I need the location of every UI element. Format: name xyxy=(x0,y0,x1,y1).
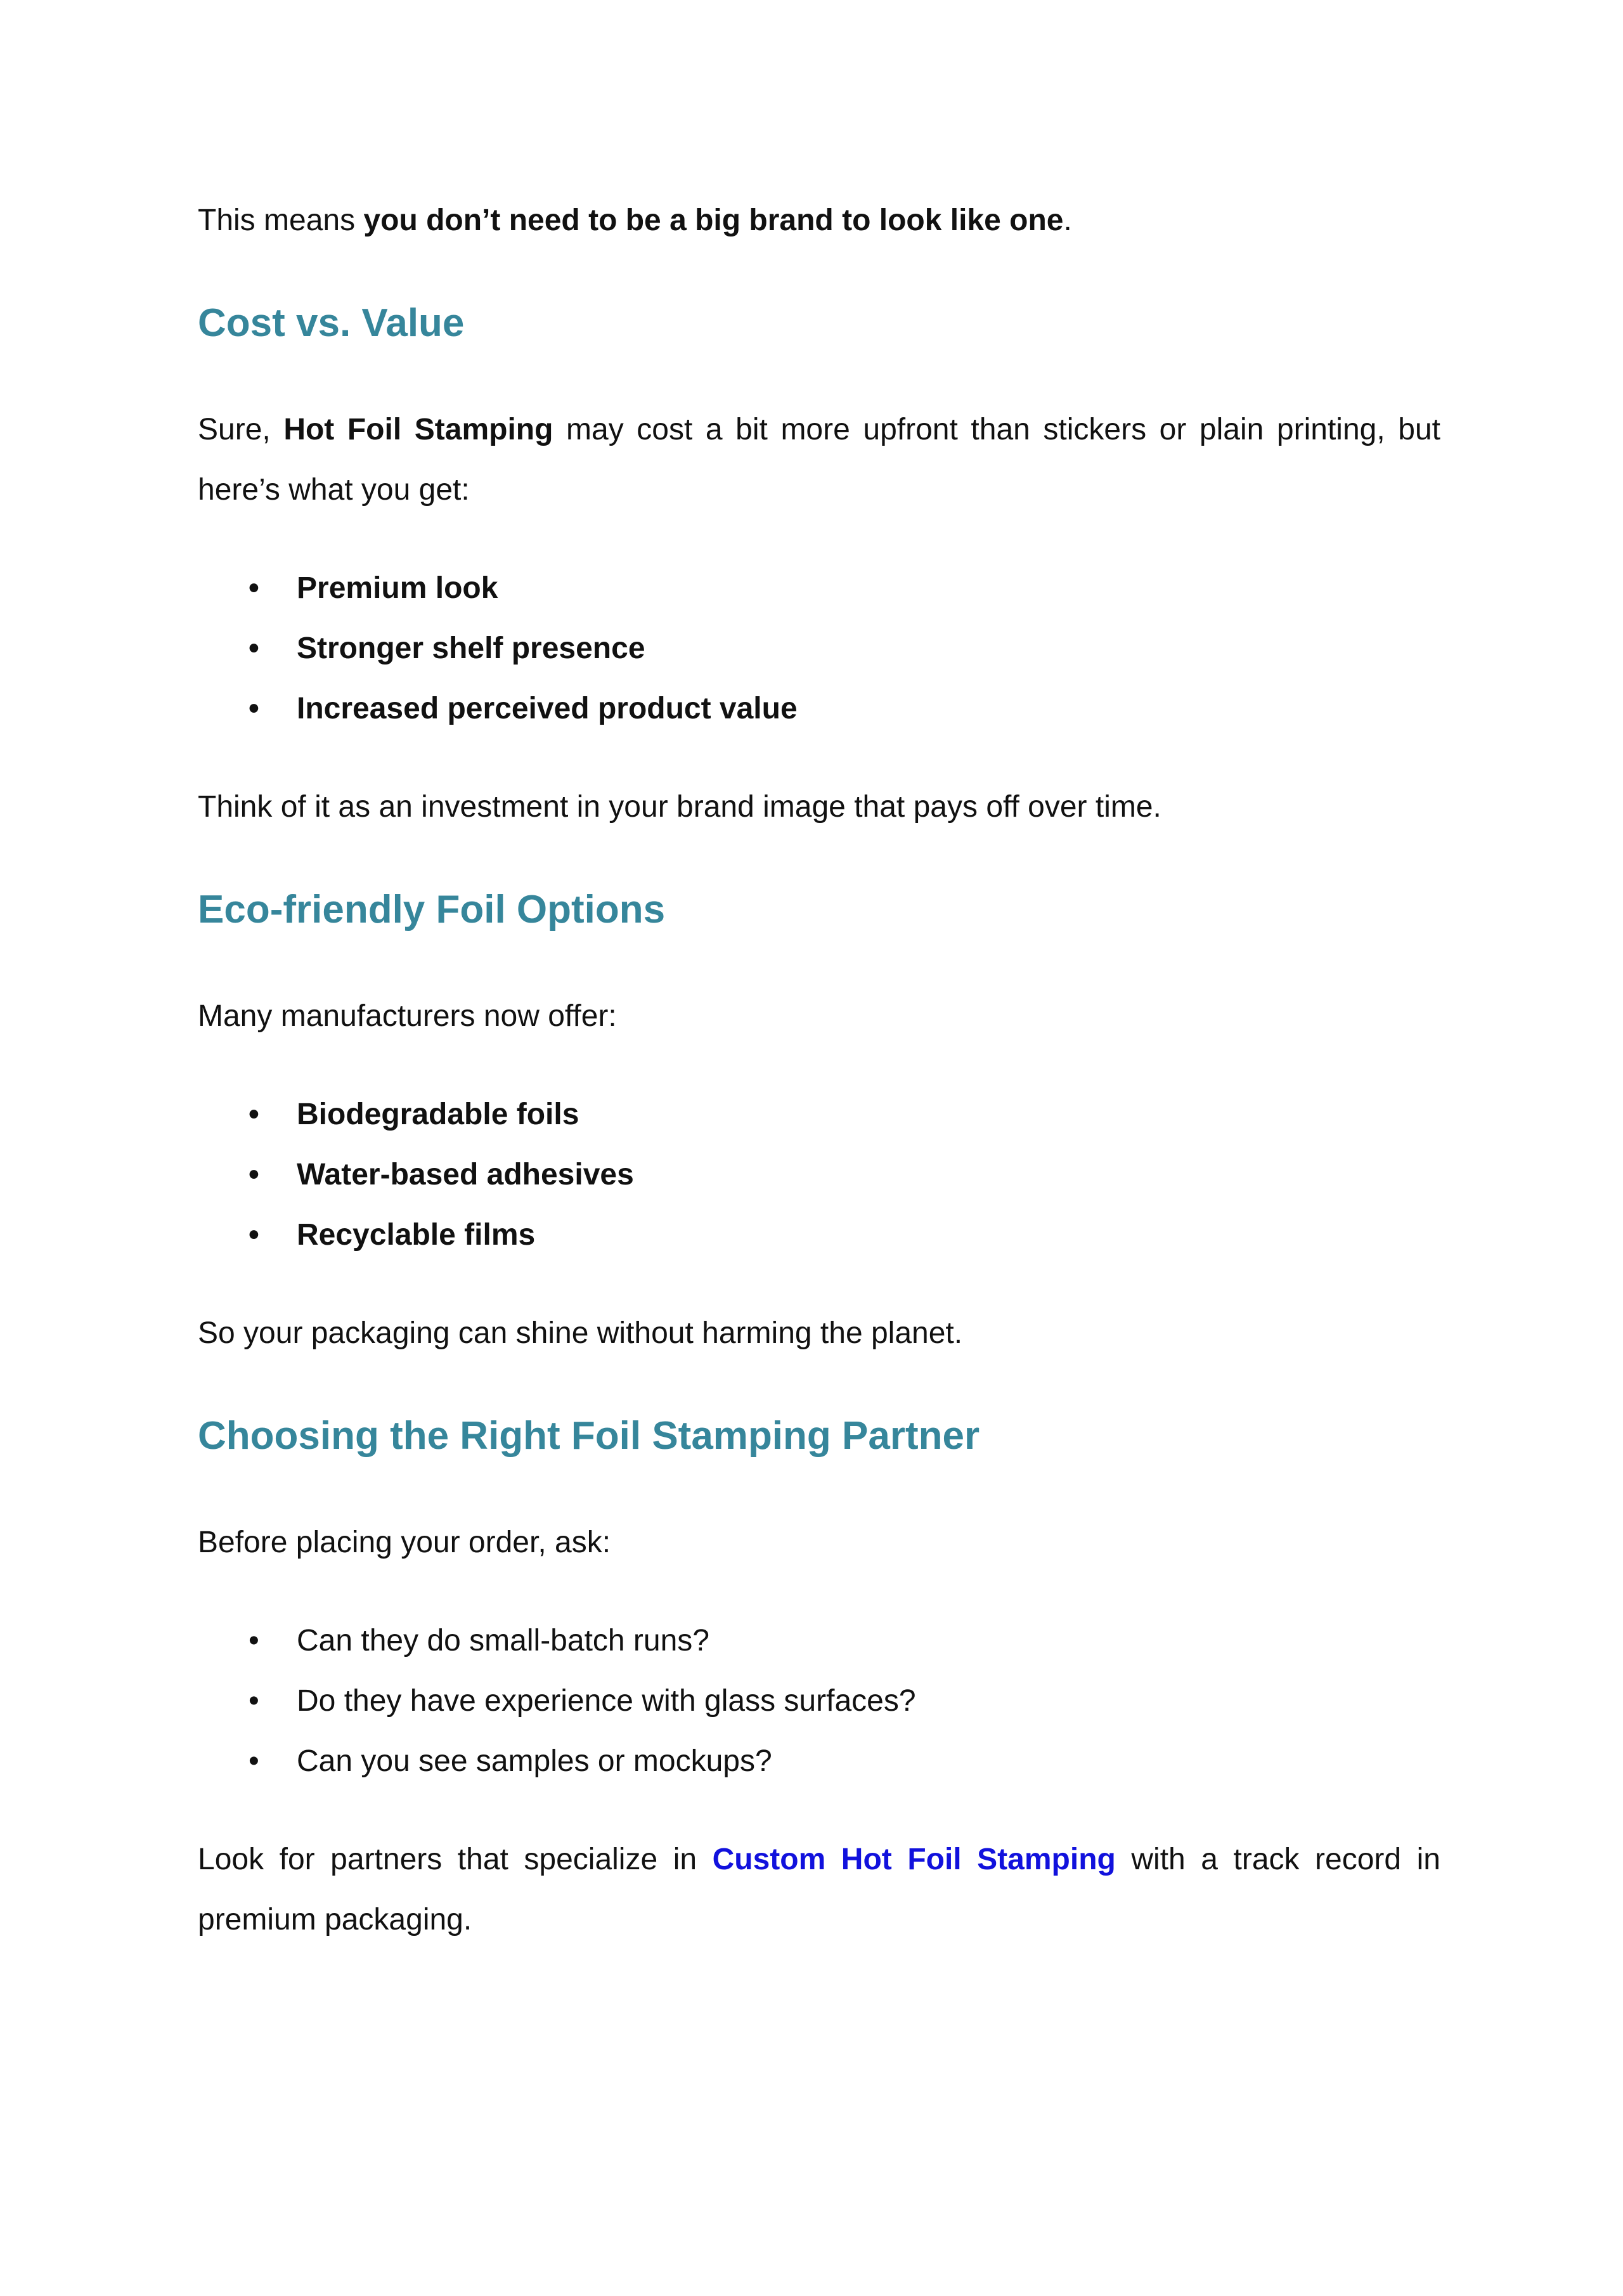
partner-closing xyxy=(198,1829,1440,1950)
bullet-glyph: • xyxy=(249,1624,259,1657)
list-item xyxy=(198,1611,1440,1671)
bullet-glyph: • xyxy=(249,632,259,665)
heading-eco-friendly: Eco-friendly Foil Options xyxy=(198,888,666,931)
list-item xyxy=(198,558,1440,618)
eco-bullet-list xyxy=(198,1084,1440,1265)
list-item-text: Can they do small-batch runs? xyxy=(297,1624,709,1657)
list-item-text: Premium look xyxy=(297,571,498,605)
document-page xyxy=(198,190,1440,1950)
list-item-text: Recyclable films xyxy=(297,1218,536,1252)
eco-intro: Many manufacturers now offer: xyxy=(198,999,617,1033)
list-item xyxy=(198,618,1440,678)
list-item xyxy=(198,1145,1440,1205)
bullet-glyph: • xyxy=(249,571,259,605)
heading-cost-vs-value: Cost vs. Value xyxy=(198,301,465,345)
cost-suffix: may cost a bit more upfront than stickers or plain printing, but here’s what you get: xyxy=(198,413,1441,507)
bullet-glyph: • xyxy=(249,1218,259,1252)
intro-prefix: This means xyxy=(198,204,364,237)
bullet-glyph: • xyxy=(249,692,259,725)
list-item-text: Increased perceived product value xyxy=(297,692,798,725)
cost-bullet-list xyxy=(198,558,1440,739)
list-item-text: Biodegradable foils xyxy=(297,1098,579,1131)
bullet-glyph: • xyxy=(249,1158,259,1191)
list-item xyxy=(198,1731,1440,1791)
bullet-glyph: • xyxy=(249,1744,259,1778)
cost-paragraph xyxy=(198,399,1440,520)
custom-hot-foil-stamping-link[interactable]: Custom Hot Foil Stamping xyxy=(712,1843,1116,1876)
partner-closing-prefix: Look for partners that specialize in xyxy=(198,1843,713,1876)
partner-bullet-list xyxy=(198,1611,1440,1791)
list-item-text: Can you see samples or mockups? xyxy=(297,1744,772,1778)
heading-choosing-partner: Choosing the Right Foil Stamping Partner xyxy=(198,1414,980,1458)
bullet-glyph: • xyxy=(249,1098,259,1131)
intro-bold: you don’t need to be a big brand to look like one xyxy=(363,204,1064,237)
list-item-text: Water-based adhesives xyxy=(297,1158,634,1191)
list-item xyxy=(198,1084,1440,1145)
partner-closing-suffix: with a track record in premium packaging. xyxy=(198,1843,1441,1936)
partner-intro: Before placing your order, ask: xyxy=(198,1526,611,1559)
intro-suffix: . xyxy=(1063,204,1072,237)
eco-closing: So your packaging can shine without harming the planet. xyxy=(198,1316,963,1350)
bullet-glyph: • xyxy=(249,1684,259,1718)
intro-paragraph xyxy=(198,190,1440,250)
list-item-text: Stronger shelf presence xyxy=(297,632,645,665)
list-item xyxy=(198,1671,1440,1731)
cost-closing: Think of it as an investment in your brand image that pays off over time. xyxy=(198,790,1161,824)
cost-bold: Hot Foil Stamping xyxy=(283,413,553,446)
list-item xyxy=(198,1205,1440,1265)
cost-prefix: Sure, xyxy=(198,413,284,446)
list-item xyxy=(198,678,1440,739)
list-item-text: Do they have experience with glass surfaces? xyxy=(297,1684,916,1718)
